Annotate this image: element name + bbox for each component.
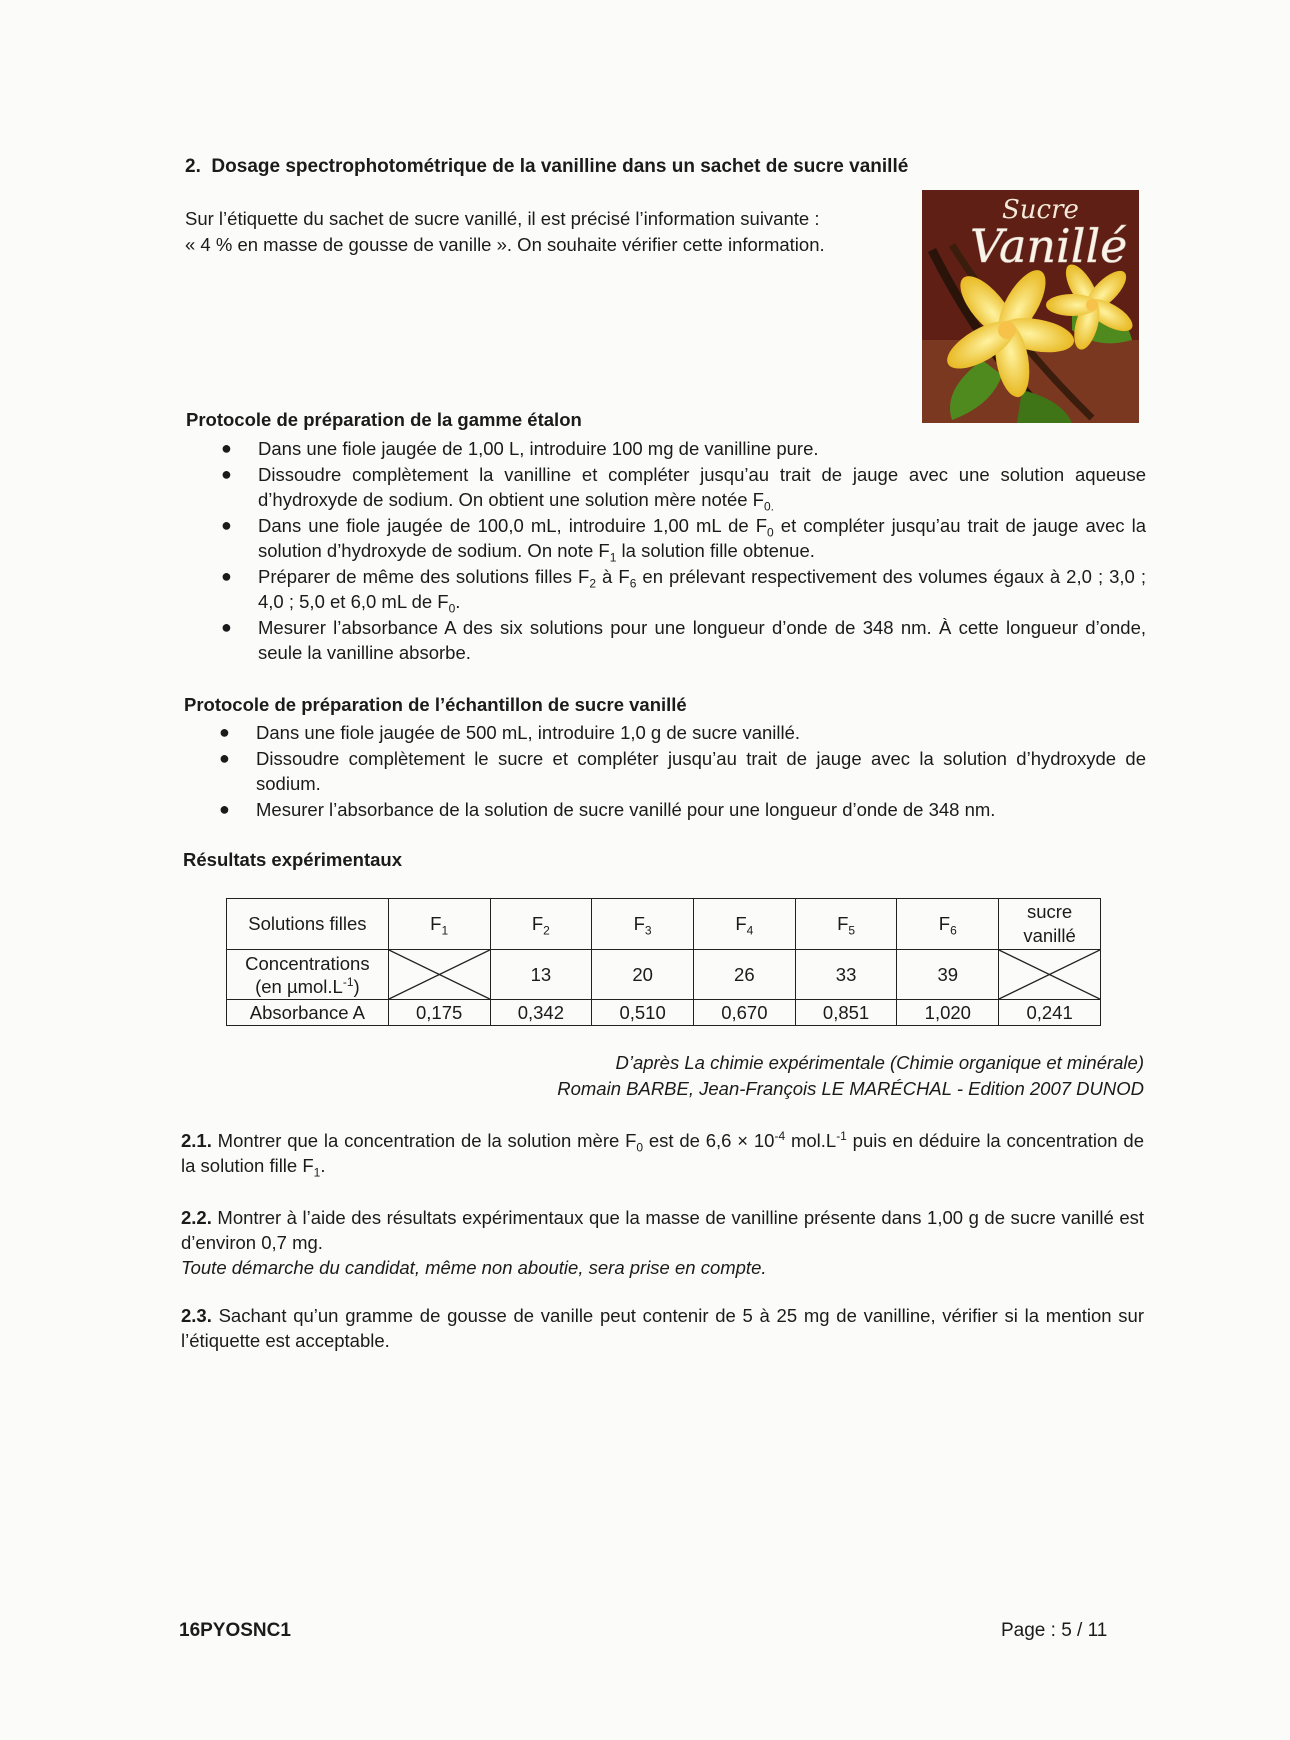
bullet-icon: ● xyxy=(221,565,232,586)
row-header: Concentrations (en $\mu mol.L^{-1}$) xyxy=(227,950,389,1000)
column-header: $F_3$ xyxy=(592,899,694,950)
column-header: sucre vanillé xyxy=(999,899,1101,950)
column-header: $F_6$ xyxy=(897,899,999,950)
bullet-icon: ● xyxy=(221,463,232,484)
list-item: ● Préparer de même des solutions filles $F_2$ à $F_6$ en prélevant respectivement des volumes égaux à 2,0 ; 3,0 ; 4,0 ; 5,0 et 6,0 mL de $F_0$. xyxy=(221,565,1147,616)
page-number: Page : 5 / 11 xyxy=(1001,1620,1108,1641)
question-2-2 xyxy=(181,1205,1144,1280)
crossed-cell xyxy=(999,950,1101,1000)
citation-line-2: Romain BARBE, Jean-François LE MARÉCHAL - Edition 2007 DUNOD xyxy=(557,1078,1144,1099)
list-item: ● Dissoudre complètement la vanilline et compléter jusqu’au trait de jauge avec une solution aqueuse d’hydroxyde de sodium. On obtient une solution mère notée $F_{0.}$ xyxy=(221,463,1146,514)
table-cell: 0,342 xyxy=(490,1000,592,1026)
protocol1-list xyxy=(186,436,1146,666)
bullet-icon: ● xyxy=(219,747,230,768)
list-item: ● Dans une fiole jaugée de 100,0 mL, introduire 1,00 mL de $F_0$ et compléter jusqu’au trait de jauge avec la solution d’hydroxyde de sodium. On note $F_1$ la solution fille obtenue. xyxy=(221,514,1146,565)
table-cell: 13 xyxy=(490,950,592,1000)
question-number: 2.3. xyxy=(181,1305,212,1326)
protocol2-list xyxy=(184,720,1146,822)
citation-line-1: D’après La chimie expérimentale (Chimie organique et minérale) xyxy=(615,1052,1144,1073)
table-row xyxy=(227,950,1101,1000)
list-item: ● Mesurer l’absorbance de la solution de sucre vanillé pour une longueur d’onde de 348 nm. xyxy=(184,797,1146,823)
question-text: Sachant qu’un gramme de gousse de vanille peut contenir de 5 à 25 mg de vanilline, vérifier si la mention sur l’étiquette est acceptable. xyxy=(181,1305,1145,1351)
label-word-vanille: Vanillé xyxy=(970,219,1128,273)
table-cell: 1,020 xyxy=(897,1000,999,1026)
results-title: Résultats expérimentaux xyxy=(183,849,403,870)
column-header: $F_2$ xyxy=(490,899,592,950)
results-table xyxy=(226,898,1101,1026)
bullet-icon: ● xyxy=(219,722,230,742)
source-citation xyxy=(557,1050,1144,1102)
column-header: $F_5$ xyxy=(795,899,897,950)
bullet-icon: ● xyxy=(219,798,230,819)
question-number: 2.1. xyxy=(181,1130,212,1151)
crossed-cell xyxy=(388,950,490,1000)
row-header: Absorbance A xyxy=(227,1000,389,1026)
protocol2-title: Protocole de préparation de l’échantillon de sucre vanillé xyxy=(184,694,687,715)
list-item: ● Dans une fiole jaugée de 1,00 L, introduire 100 mg de vanilline pure. xyxy=(186,436,1146,462)
question-text: Montrer à l’aide des résultats expérimentaux que la masse de vanilline présente dans 1,00 g de sucre vanillé est d’environ 0,7 mg. xyxy=(181,1207,1144,1253)
section-number: 2. xyxy=(185,156,201,177)
document-code: 16PYOSNC1 xyxy=(179,1620,291,1641)
table-cell: 0,851 xyxy=(795,1000,897,1026)
protocol1-title: Protocole de préparation de la gamme étalon xyxy=(186,409,582,430)
table-row xyxy=(227,1000,1101,1026)
table-cell: 33 xyxy=(795,950,897,1000)
question-note: Toute démarche du candidat, même non aboutie, sera prise en compte. xyxy=(181,1257,767,1278)
bullet-icon: ● xyxy=(221,514,232,535)
table-cell: 0,175 xyxy=(388,1000,490,1026)
section-title xyxy=(185,156,908,178)
intro-line-1: Sur l’étiquette du sachet de sucre vanillé, il est précisé l’information suivante : xyxy=(185,208,820,229)
table-row xyxy=(227,899,1101,950)
table-cell: 39 xyxy=(897,950,999,1000)
label-word-sucre: Sucre xyxy=(1002,195,1079,225)
table-cell: 20 xyxy=(592,950,694,1000)
section-title-text: Dosage spectrophotométrique de la vanilline dans un sachet de sucre vanillé xyxy=(211,156,909,177)
vanilla-sugar-label-image xyxy=(922,190,1139,423)
question-2-3 xyxy=(181,1303,1144,1353)
row-header: Solutions filles xyxy=(227,899,389,950)
list-item: ● Dans une fiole jaugée de 500 mL, introduire 1,0 g de sucre vanillé. xyxy=(184,720,1146,746)
bullet-icon: ● xyxy=(221,616,232,637)
question-number: 2.2. xyxy=(181,1207,212,1228)
bullet-icon: ● xyxy=(221,438,232,458)
table-cell: 26 xyxy=(693,950,795,1000)
list-item: ● Dissoudre complètement le sucre et compléter jusqu’au trait de jauge avec la solution d’hydroxyde de sodium. xyxy=(219,747,1146,794)
table-cell: 0,241 xyxy=(999,1000,1101,1026)
intro-line-2: « 4 % en masse de gousse de vanille ». On souhaite vérifier cette information. xyxy=(185,234,825,255)
list-item: ● Mesurer l’absorbance A des six solutions pour une longueur d’onde de 348 nm. À cette longueur d’onde, seule la vanilline absorbe. xyxy=(221,616,1146,663)
column-header: $F_4$ xyxy=(693,899,795,950)
table-cell: 0,510 xyxy=(592,1000,694,1026)
question-2-1: 2.1. Montrer que la concentration de la solution mère $F_0$ est de $6,6 \times 10^{-4}$ $mol.L^{-1}$ puis en déduire la concentration de la solution fille $F_1$. xyxy=(181,1128,1144,1180)
intro-paragraph xyxy=(185,206,905,258)
table-cell: 0,670 xyxy=(693,1000,795,1026)
column-header: $F_1$ xyxy=(388,899,490,950)
